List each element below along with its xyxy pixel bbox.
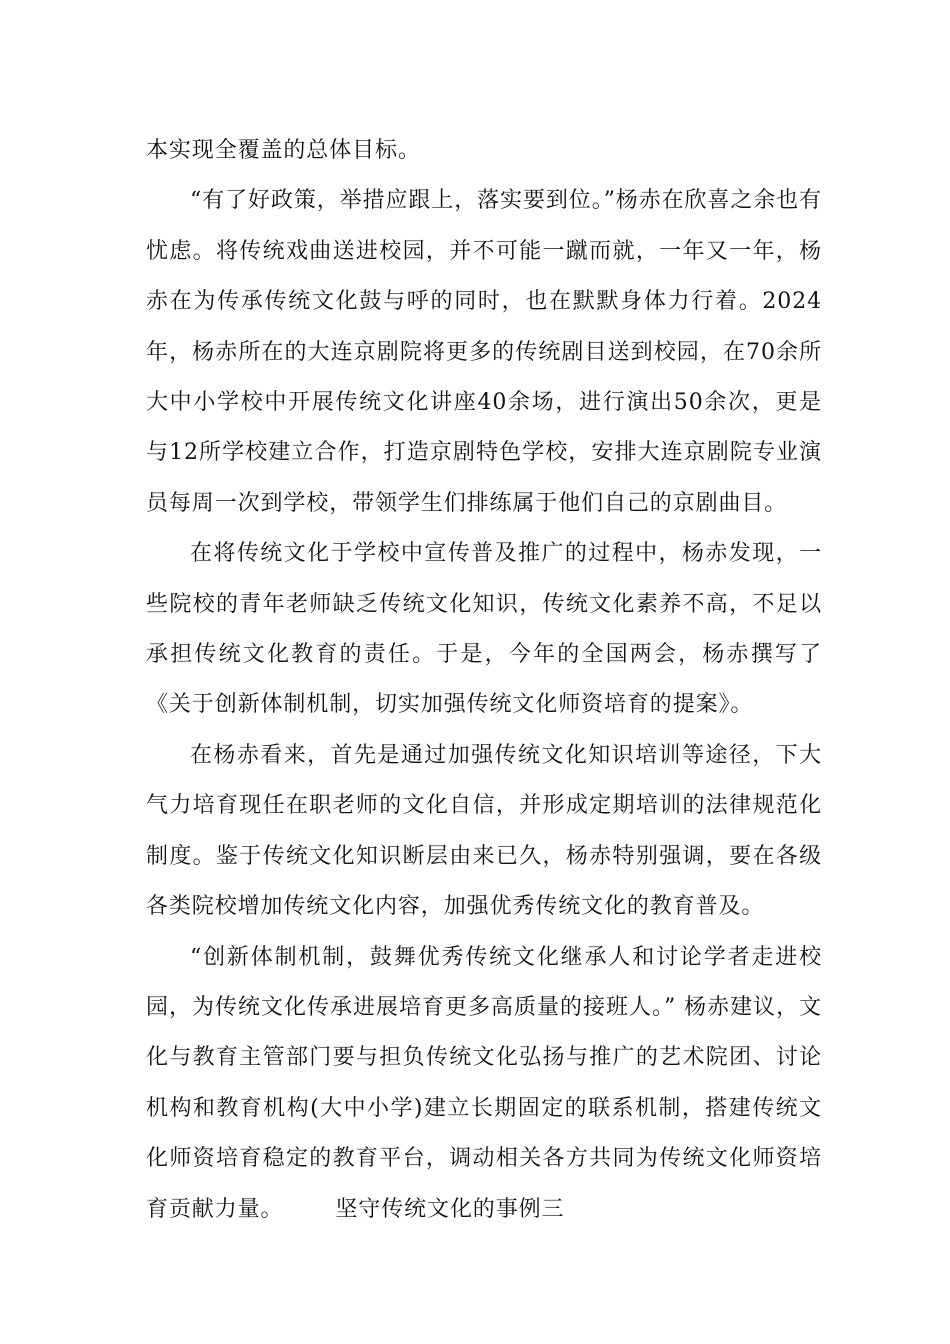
trailing-heading: 坚守传统文化的事例三 [335, 1196, 565, 1222]
paragraph-3: 在将传统文化于学校中宣传普及推广的过程中，杨赤发现，一些院校的青年老师缺乏传统文化知识，传统文化素养不高，不足以承担传统文化教育的责任。于是，今年的全国两会，杨赤撰写了《关于创新体制机制，切实加强传统文化师资培育的提案》。 [146, 541, 822, 718]
paragraph-4: 在杨赤看来，首先是通过加强传统文化知识培训等途径，下大气力培育现任在职老师的文化自信，并形成定期培训的法律规范化制度。鉴于传统文化知识断层由来已久，杨赤特别强调，要在各级各类院校增加传统文化内容，加强优秀传统文化的教育普及。 [146, 742, 822, 920]
paragraph-5 [146, 933, 822, 1235]
paragraph-5-text: “创新体制机制，鼓舞优秀传统文化继承人和讨论学者走进校园，为传统文化传承进展培育更多高质量的接班人。” 杨赤建议，文化与教育主管部门要与担负传统文化弘扬与推广的艺术院团、讨论机构和教育机构(大中小学)建立长期固定的联系机制，搭建传统文化师资培育稳定的教育平台，调动相关各方共同为传统文化师资培育贡献力量。 [146, 944, 822, 1222]
paragraph-1: 本实现全覆盖的总体目标。 [146, 138, 421, 163]
document-body [146, 126, 822, 1235]
paragraph-2: “有了好政策，举措应跟上，落实要到位。”杨赤在欣喜之余也有忧虑。将传统戏曲送进校园，并不可能一蹴而就，一年又一年，杨赤在为传承传统文化鼓与呼的同时，也在默默身体力行着。2024年，杨赤所在的大连京剧院将更多的传统剧目送到校园，在70余所大中小学校中开展传统文化讲座40余场，进行演出50余次，更是与12所学校建立合作，打造京剧特色学校，安排大连京剧院专业演员每周一次到学校，带领学生们排练属于他们自己的京剧曲目。 [146, 188, 822, 516]
